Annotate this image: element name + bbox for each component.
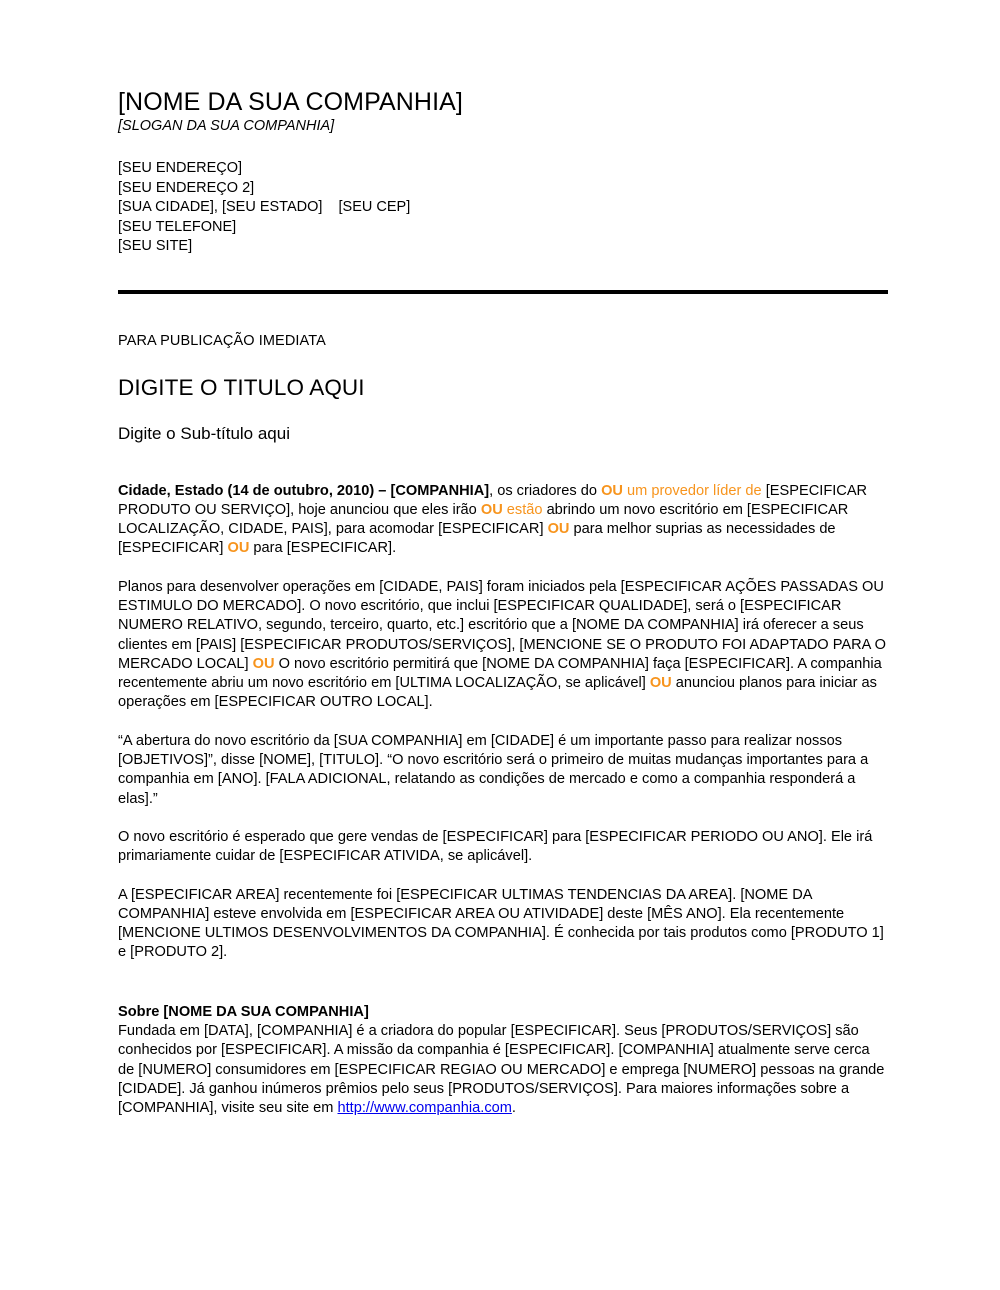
about-text-after-link: . [511, 1100, 516, 1117]
alternative-marker: OU [547, 521, 570, 538]
about-heading [118, 1003, 888, 1022]
about-heading-prefix: Sobre [118, 1003, 164, 1020]
company-slogan: [SLOGAN DA SUA COMPANHIA] [118, 118, 335, 134]
document-content [118, 88, 888, 1119]
paragraph-2 [118, 578, 888, 713]
alternative-marker: OU [601, 482, 623, 499]
alternative-marker: OU [649, 675, 672, 692]
letterhead [118, 88, 888, 257]
release-body [118, 482, 888, 963]
company-name: [NOME DA SUA COMPANHIA] [118, 88, 463, 116]
alternative-text: um provedor líder de [622, 482, 766, 499]
address-line: [SUA CIDADE], [SEU ESTADO] [SEU CEP] [118, 199, 411, 215]
paragraph-1 [118, 482, 888, 559]
alternative-marker: OU [227, 540, 250, 557]
about-text-before-link: Fundada em [DATA], [COMPANHIA] é a criadora do popular [ESPECIFICAR]. Seus [PRODUTOS/SERVIÇOS] são conhecidos por [ESPECIFICAR]. A missão da companhia é [ESPECIFICAR]. [COMPANHIA] atualmente serve cerca de [NUMERO] consumidores em [ESPECIFICAR REGIAO OU MERCADO] e emprega [NUMERO] pessoas na grande [CIDADE]. Já ganhou inúmeros prêmios pelo seus [PRODUTOS/SERVIÇOS]. Para maiores informações sobre a [COMPANHIA], visite seu site em [118, 1023, 885, 1117]
release-label: PARA PUBLICAÇÃO IMEDIATA [118, 332, 326, 349]
alternative-text: estão [502, 501, 547, 518]
address-line: [SEU ENDEREÇO 2] [118, 179, 255, 196]
alternative-marker: OU [480, 501, 503, 518]
p1-text-4: para melhor suprias as necessidades de [ESPECIFICAR] [118, 521, 836, 557]
about-body [118, 1022, 888, 1118]
address-line: [SEU SITE] [118, 238, 193, 254]
paragraph-5: A [ESPECIFICAR AREA] recentemente foi [ESPECIFICAR ULTIMAS TENDENCIAS DA AREA]. [NOME DA COMPANHIA] esteve envolvida em [ESPECIFICAR AREA OU ATIVIDADE] deste [MÊS ANO]. Ela recentemente [MENCIONE ULTIMOS DESENVOLVIMENTOS DA COMPANHIA]. É conhecida por tais produtos como [PRODUTO 1] e [PRODUTO 2]. [118, 886, 884, 961]
about-section [118, 1003, 888, 1119]
release-subtitle: Digite o Sub-título aqui [118, 423, 290, 443]
p1-text-2: [ESPECIFICAR PRODUTO OU SERVIÇO], hoje anunciou que eles irão [118, 482, 868, 518]
company-website-link[interactable]: http://www.companhia.com [337, 1100, 512, 1117]
release-title: DIGITE O TITULO AQUI [118, 374, 365, 400]
release-header [118, 332, 888, 444]
address-block [118, 159, 888, 257]
paragraph-3: “A abertura do novo escritório da [SUA COMPANHIA] em [CIDADE] é um importante passo para realizar nossos [OBJETIVOS]”, disse [NOME], [TITULO]. “O novo escritório será o primeiro de muitas mudanças importantes para a companhia em [ANO]. [FALA ADICIONAL, relatando as condições de mercado e como a companhia responderá a elas].” [118, 732, 869, 807]
address-line: [SEU TELEFONE] [118, 218, 237, 235]
dateline: Cidade, Estado (14 de outubro, 2010) – [COMPANHIA] [118, 482, 490, 499]
p1-text-5: para [ESPECIFICAR]. [249, 540, 397, 557]
p2-text-3: anunciou planos para iniciar as operações em [ESPECIFICAR OUTRO LOCAL]. [118, 675, 877, 711]
p2-text-1: Planos para desenvolver operações em [CIDADE, PAIS] foram iniciados pela [ESPECIFICAR AÇÕES PASSADAS OU ESTIMULO DO MERCADO]. O novo escritório, que inclui [ESPECIFICAR QUALIDADE], será o [ESPECIFICAR NUMERO RELATIVO, segundo, terceiro, quarto, etc.] escritório que a [NOME DA COMPANHIA] irá oferecer a seus clientes em [PAIS] [ESPECIFICAR PRODUTOS/SERVIÇOS], [MENCIONE SE O PRODUTO FOI ADAPTADO PARA O MERCADO LOCAL] [118, 578, 886, 672]
paragraph-4: O novo escritório é esperado que gere vendas de [ESPECIFICAR] para [ESPECIFICAR PERIODO OU ANO]. Ele irá primariamente cuidar de [ESPECIFICAR ATIVIDA, se aplicável]. [118, 828, 873, 865]
header-divider [118, 290, 888, 294]
address-line: [SEU ENDEREÇO] [118, 160, 243, 176]
alternative-marker: OU [252, 655, 275, 672]
p2-text-2: O novo escritório permitirá que [NOME DA COMPANHIA] faça [ESPECIFICAR]. A companhia recentemente abriu um novo escritório em [ULTIMA LOCALIZAÇÃO, se aplicável] [118, 655, 882, 692]
p1-text-3: abrindo um novo escritório em [ESPECIFICAR LOCALIZAÇÃO, CIDADE, PAIS], para acomodar [ESPECIFICAR] [118, 501, 849, 538]
p1-text-1: , os criadores do [489, 482, 602, 499]
about-heading-company: [NOME DA SUA COMPANHIA] [163, 1003, 369, 1020]
